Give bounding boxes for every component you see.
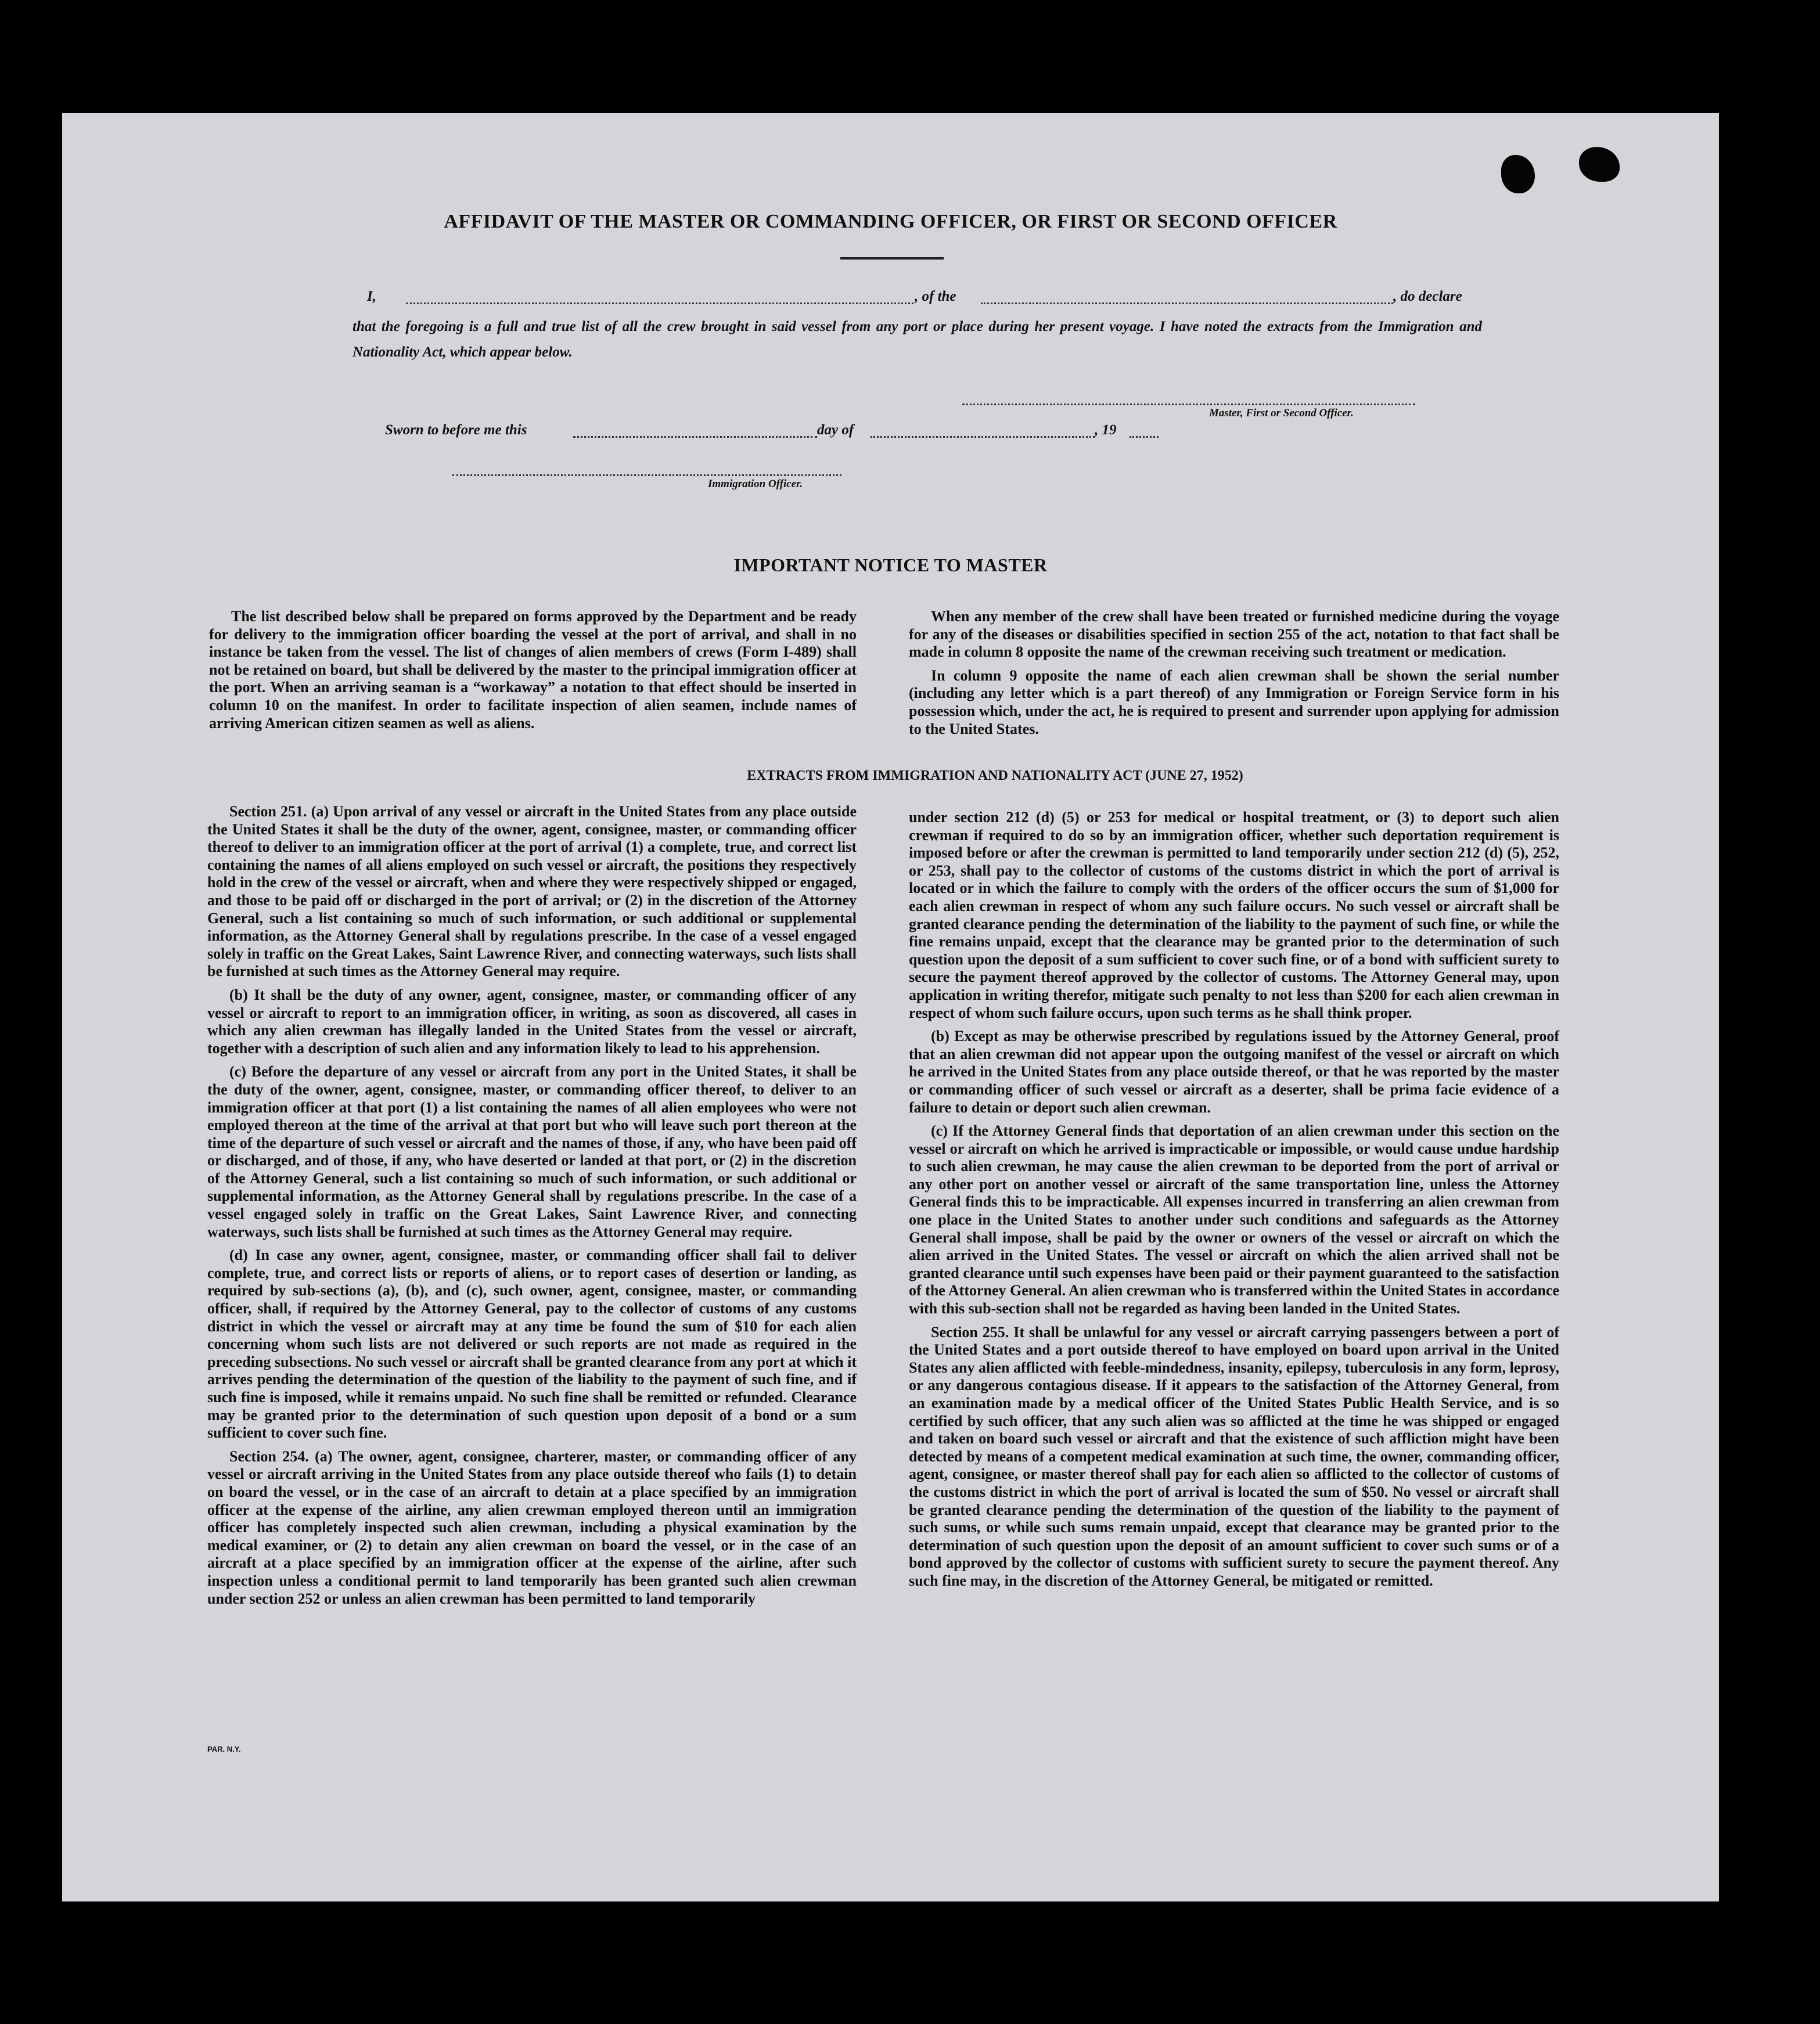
affidavit-declaration: that the foregoing is a full and true list of all the crew brought in said vessel from any port or place during her present voyage. I have noted the extracts from the Immigration and Nationality Act, which appear below.: [353, 319, 1482, 360]
affidavit-do-declare-label: , do declare: [1393, 289, 1462, 304]
affiant-name-field[interactable]: [406, 302, 913, 304]
extracts-right-paragraph: Section 255. It shall be unlawful for any vessel or aircraft carrying passengers between a port of the United States and a port outside thereof to have employed on board upon arrival in the United States any alien afflicted with feeble-mindedness, insanity, epilepsy, tuberculosis in any form, leprosy, or any dangerous contagious disease. If it appears to the satisfaction of the Attorney General, from an examination made by a medical officer of the United States Public Health Service, and is so certified by such officer, that any such alien was so afflicted at the time he was shipped or engaged and taken on board such vessel or aircraft and that the existence of such affliction might have been detected by means of a competent medical examination at such time, the owner, commanding officer, agent, consignee, or master thereof shall pay for each alien so afflicted to the collector of customs of the customs district in which the port of arrival is located the sum of $50. No vessel or aircraft shall be granted clearance pending the determination of the question of the liability to the payment of such sums, or while such sums remain unpaid, except that clearance may be granted prior to the determination of such question upon the deposit of an amount sufficient to cover such sums or of a bond approved by the collector of customs with sufficient surety to secure the payment thereof. Any such fine may, in the discretion of the Attorney General, be mitigated or remitted.: [909, 1323, 1559, 1589]
extracts-title: EXTRACTS FROM IMMIGRATION AND NATIONALITY ACT (JUNE 27, 1952): [747, 768, 1243, 783]
notice-left-column: [209, 608, 857, 738]
punch-hole-left: [1501, 155, 1535, 193]
extracts-left-paragraph: Section 254. (a) The owner, agent, consignee, charterer, master, or commanding officer of any vessel or aircraft arriving in the United States from any place outside thereof who fails (1) to detain on board the vessel, or in the case of an aircraft to detain at a place specified by an immigration officer at the expense of the airline, any alien crewman employed thereon until an immigration officer has completely inspected such alien crewman, including a physical examination by the medical examiner, or (2) to detain any alien crewman on board the vessel, or in the case of an aircraft at a place specified by an immigration officer at the expense of the airline, after such inspection unless a conditional permit to land temporarily has been granted such alien crewman under section 252 or unless an alien crewman has been permitted to land temporarily: [207, 1447, 857, 1607]
extracts-left-paragraph: (b) It shall be the duty of any owner, agent, consignee, master, or commanding officer of any vessel or aircraft to report to an immigration officer, in writing, as soon as discovered, all cases in which any alien crewman has illegally landed in the United States from the vessel or aircraft, together with a description of such alien and any information likely to lead to his apprehension.: [207, 986, 857, 1057]
title-underline: [840, 257, 944, 260]
sworn-year-label: , 19: [1095, 422, 1117, 438]
extracts-left-column: [207, 803, 857, 1614]
sworn-month-field[interactable]: [871, 436, 1095, 438]
notice-title: IMPORTANT NOTICE TO MASTER: [733, 554, 1048, 575]
master-signature-caption: Master, First or Second Officer.: [1209, 407, 1354, 419]
punch-hole-right: [1579, 147, 1620, 182]
affidavit-of-the-label: , of the: [915, 289, 956, 304]
extracts-right-column: [909, 809, 1559, 1596]
sworn-day-of-label: day of: [817, 422, 854, 438]
affidavit-i-label: I,: [367, 289, 376, 304]
master-signature-field[interactable]: [962, 404, 1415, 405]
notice-right-paragraph: When any member of the crew shall have been treated or furnished medicine during the voyage for any of the diseases or disabilities specified in section 255 of the act, notation to that fact shall be made in column 8 opposite the name of the crewman receiving such treatment or medication.: [909, 608, 1559, 661]
sworn-year-field[interactable]: [1130, 436, 1159, 438]
notice-right-column: [909, 608, 1559, 744]
extracts-left-paragraph: Section 251. (a) Upon arrival of any vessel or aircraft in the United States from any place outside the United States it shall be the duty of the owner, agent, consignee, master, or commanding officer thereof to deliver to an immigration officer at the port of arrival (1) a complete, true, and correct list containing the names of all aliens employed on such vessel or aircraft, the positions they respectively hold in the crew of the vessel or aircraft, when and where they were respectively shipped or engaged, and those to be paid off or discharged in the port of arrival; or (2) in the discretion of the Attorney General, such a list containing so much of such information, or such additional or supplemental information, as the Attorney General shall by regulations prescribe. In the case of a vessel engaged solely in traffic on the Great Lakes, Saint Lawrence River, and connecting waterways, such lists shall be furnished at such times as the Attorney General may require.: [207, 803, 857, 980]
printer-mark: PAR. N.Y.: [207, 1745, 241, 1753]
extracts-right-paragraph: (b) Except as may be otherwise prescribed by regulations issued by the Attorney General, proof that an alien crewman did not appear upon the outgoing manifest of the vessel or aircraft on which he arrived in the United States from any place outside thereof, or that he was reported by the master or commanding officer of such vessel or aircraft as a deserter, shall be prima facie evidence of a failure to detain or deport such alien crewman.: [909, 1028, 1559, 1116]
extracts-right-paragraph: under section 212 (d) (5) or 253 for medical or hospital treatment, or (3) to deport such alien crewman if required to do so by an immigration officer, whether such deportation requirement is imposed before or after the crewman is permitted to land temporarily under section 212 (d) (5), 252, or 253, shall pay to the collector of customs of the customs district in which the port of arrival is located or in which the failure to comply with the orders of the officer occurs the sum of $1,000 for each alien crewman in respect of whom any such failure occurs. No such vessel or aircraft shall be granted clearance pending the determination of the liability to the payment of such fine, or while the fine remains unpaid, except that the clearance may be granted prior to the determination of such question upon the deposit of a sum sufficient to cover such fine, or of a bond with sufficient surety to secure the payment thereof approved by the collector of customs. The Attorney General may, upon application in writing therefor, mitigate such penalty to not less than $200 for each alien crewman in respect of whom such failure occurs, upon such terms as he shall think proper.: [909, 809, 1559, 1021]
sworn-day-field[interactable]: [573, 436, 817, 438]
document-page: [62, 113, 1719, 1901]
vessel-name-field[interactable]: [981, 302, 1393, 304]
sworn-label: Sworn to before me this: [385, 422, 527, 438]
affidavit-title: AFFIDAVIT OF THE MASTER OR COMMANDING OFFICER, OR FIRST OR SECOND OFFICER: [444, 211, 1337, 232]
notice-left-paragraph: The list described below shall be prepared on forms approved by the Department and be ready for delivery to the immigration officer boarding the vessel at the port of arrival, and shall in no instance be taken from the vessel. The list of changes of alien members of crews (Form I-489) shall not be retained on board, but shall be delivered by the master to the principal immigration officer at the port. When an arriving seaman is a “workaway” a notation to that effect should be inserted in column 10 on the manifest. In order to facilitate inspection of alien seamen, include names of arriving American citizen seamen as well as aliens.: [209, 608, 857, 732]
extracts-left-paragraph: (c) Before the departure of any vessel or aircraft from any port in the United States, it shall be the duty of the owner, agent, consignee, master, or commanding officer thereof, to deliver to an immigration officer at that port (1) a list containing the names of all alien employees who were not employed thereon at the time of the arrival at that port but who will leave such port thereon at the time of the departure of such vessel or aircraft and the names of those, if any, who have been paid off or discharged, and of those, if any, who have deserted or landed at that port, or (2) in the discretion of the Attorney General, such a list containing so much of such information, or such additional or supplemental information, as the Attorney General shall by regulations prescribe. In the case of a vessel engaged solely in traffic on the Great Lakes, Saint Lawrence River, and connecting waterways, such lists shall be furnished at such times as the Attorney General may require.: [207, 1063, 857, 1240]
extracts-right-paragraph: (c) If the Attorney General finds that deportation of an alien crewman under this section on the vessel or aircraft on which he arrived is impracticable or impossible, or would cause undue hardship to such alien crewman, he may cause the alien crewman to be deported from the port of arrival or any other port on another vessel or aircraft of the same transportation line, unless the Attorney General finds this to be impracticable. All expenses incurred in transferring an alien crewman from one place in the United States to another under such conditions and safeguards as the Attorney General shall impose, shall be paid by the owner or owners of the vessel or aircraft on which the alien arrived in the United States. The vessel or aircraft on which the alien arrived shall not be granted clearance until such expenses have been paid or their payment guaranteed to the satisfaction of the Attorney General. An alien crewman who is transferred within the United States in accordance with this sub-section shall not be regarded as having been landed in the United States.: [909, 1122, 1559, 1317]
notice-right-paragraph: In column 9 opposite the name of each alien crewman shall be shown the serial number (including any letter which is a part thereof) of any Immigration or Foreign Service form in his possession which, under the act, he is required to present and surrender upon applying for admission to the United States.: [909, 667, 1559, 737]
officer-signature-field[interactable]: [452, 474, 841, 476]
officer-signature-caption: Immigration Officer.: [708, 478, 803, 490]
extracts-left-paragraph: (d) In case any owner, agent, consignee, master, or commanding officer shall fail to deliver complete, true, and correct lists or reports of aliens, or to report cases of desertion or landing, as required by sub-sections (a), (b), and (c), such owner, agent, consignee, master, or commanding officer, shall, if required by the Attorney General, pay to the collector of customs of any customs district in which the vessel or aircraft may at any time be found the sum of $10 for each alien concerning whom such lists are not delivered or such reports are not made as required in the preceding subsections. No such vessel or aircraft shall be granted clearance from any port at which it arrives pending the determination of the question of the liability to the payment of such fine, and if such fine is imposed, while it remains unpaid. No such fine shall be remitted or refunded. Clearance may be granted prior to the determination of such question upon deposit of a bond or a sum sufficient to cover such fine.: [207, 1247, 857, 1442]
